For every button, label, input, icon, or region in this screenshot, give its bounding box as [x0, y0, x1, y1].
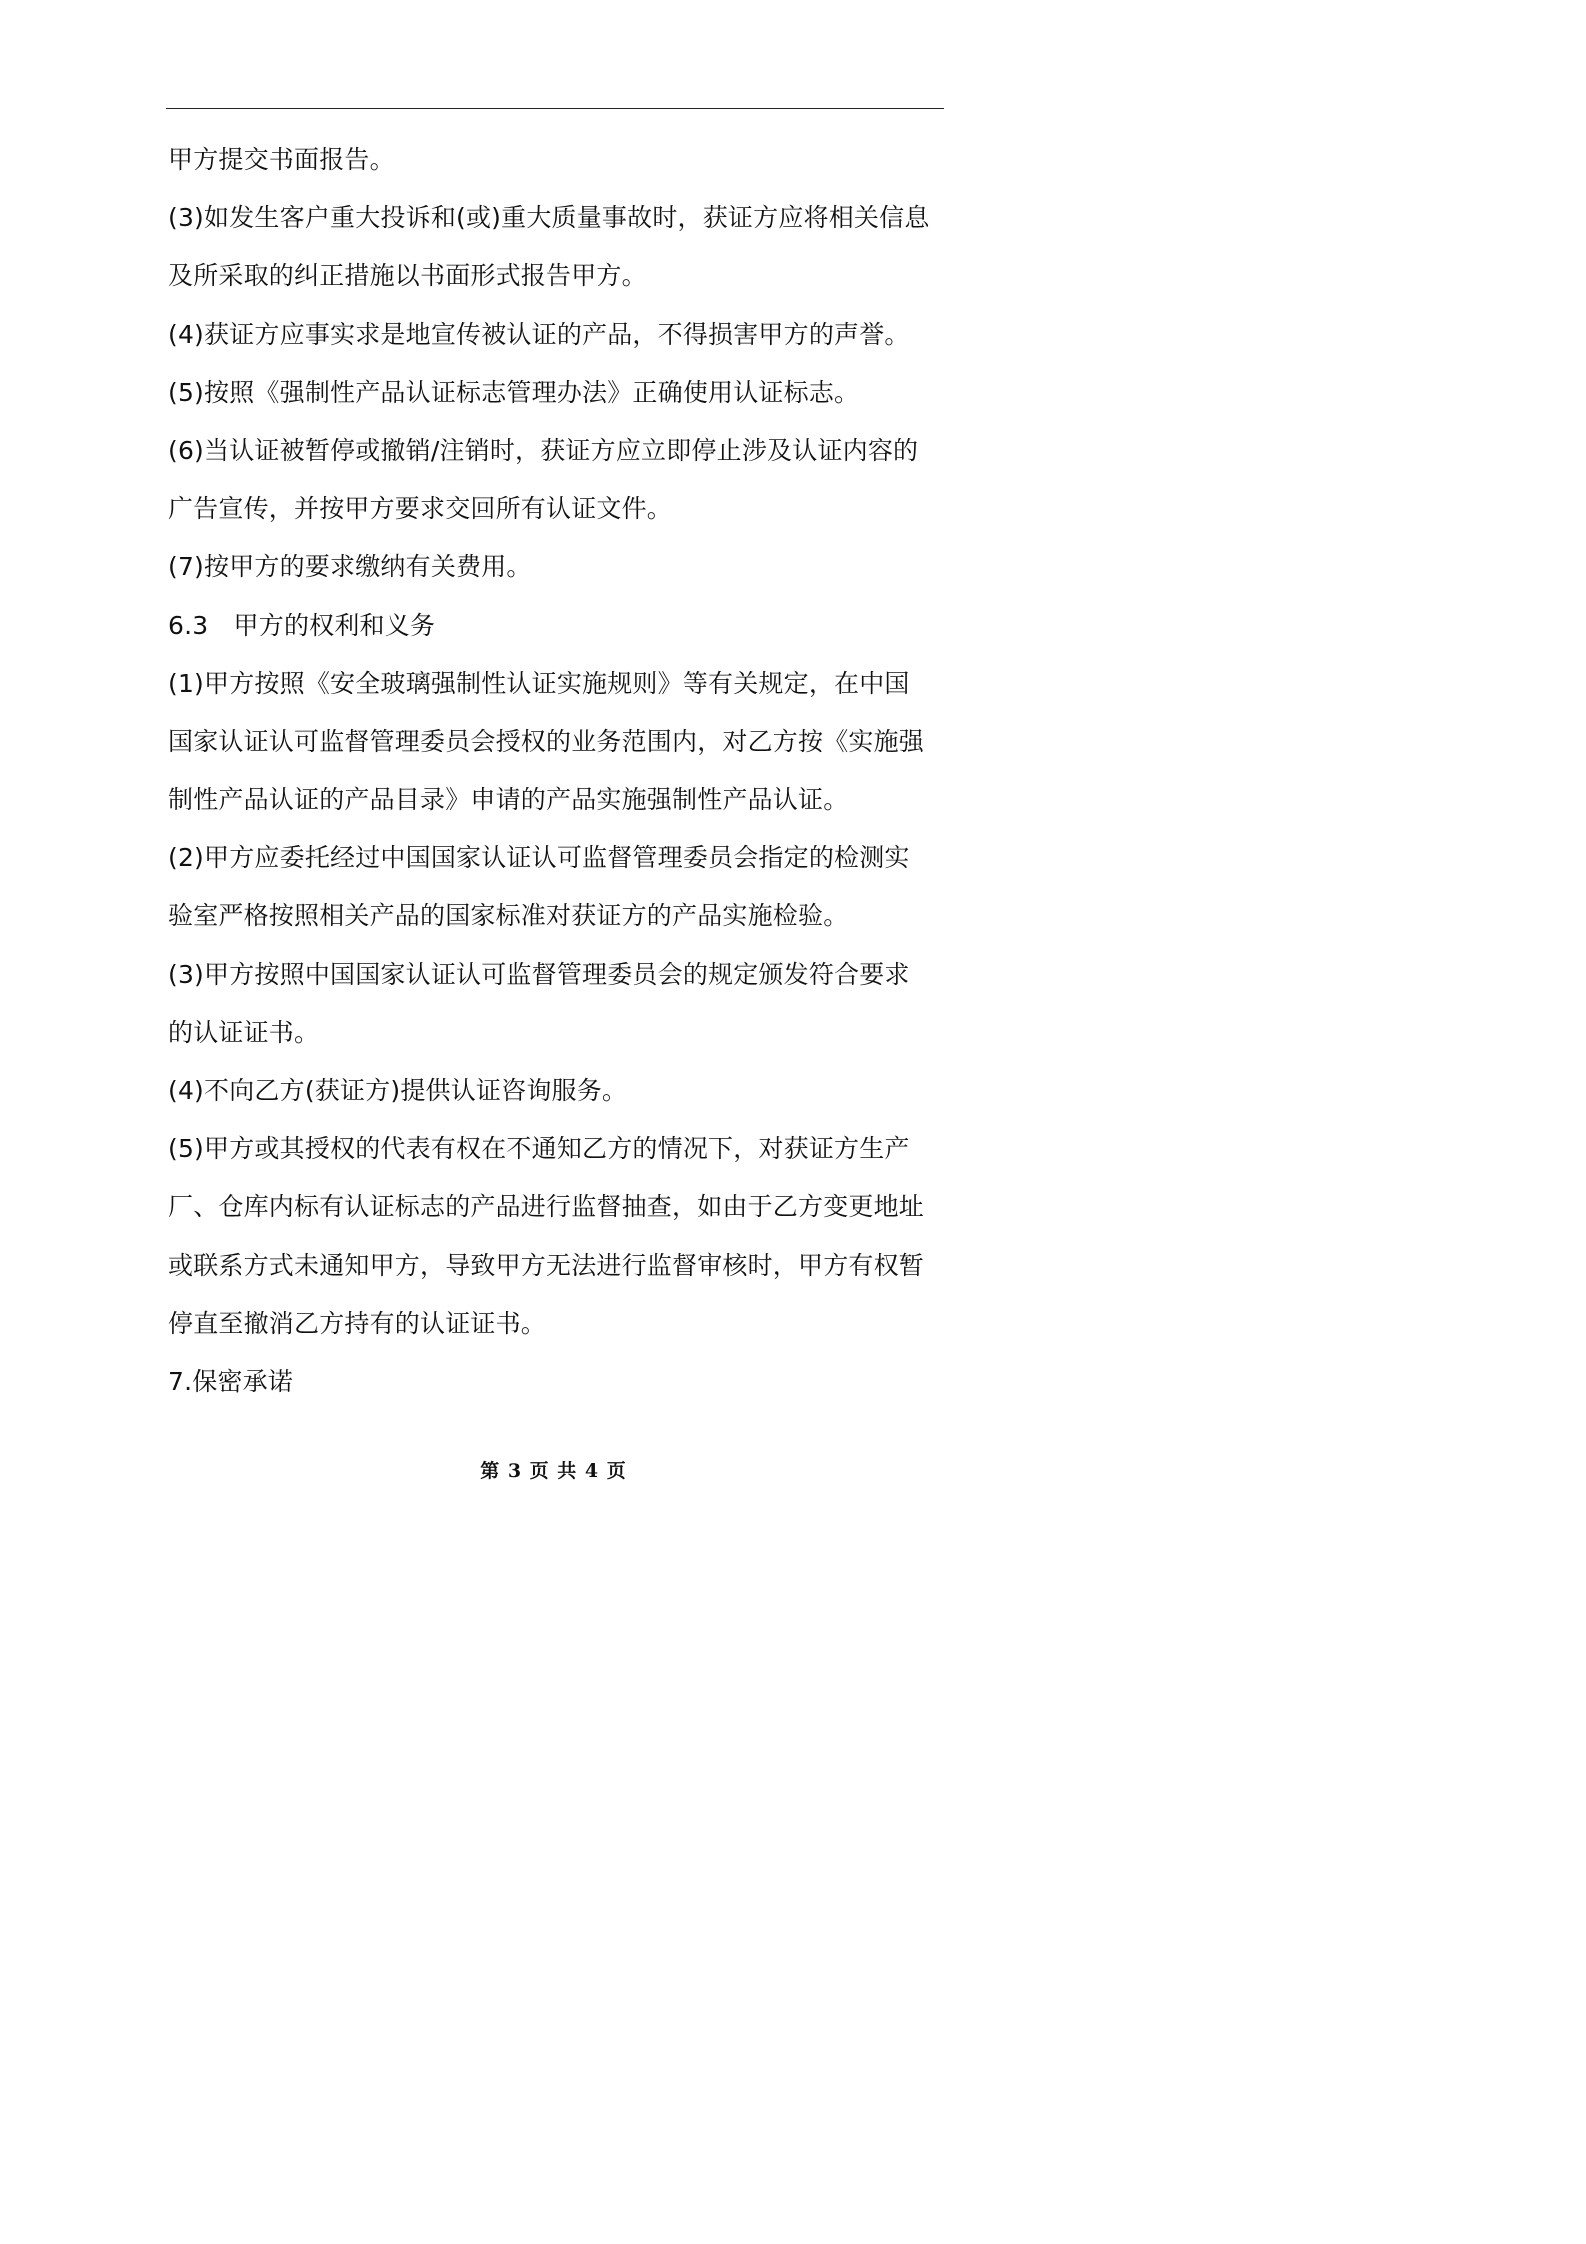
header-divider: [166, 108, 944, 109]
text-line: 厂、仓库内标有认证标志的产品进行监督抽查，如由于乙方变更地址: [168, 1192, 925, 1222]
section-heading: 6.3 甲方的权利和义务: [168, 610, 436, 640]
text-line: 验室严格按照相关产品的国家标准对获证方的产品实施检验。: [168, 901, 849, 931]
text-line: (3)甲方按照中国国家认证认可监督管理委员会的规定颁发符合要求: [168, 959, 910, 989]
text-line: (5)按照《强制性产品认证标志管理办法》正确使用认证标志。: [168, 377, 860, 407]
text-line: 的认证证书。: [168, 1017, 320, 1047]
text-line: 甲方提交书面报告。: [168, 145, 395, 174]
text-line: 或联系方式未通知甲方，导致甲方无法进行监督审核时，甲方有权暂: [168, 1250, 925, 1280]
text-line: (4)不向乙方(获证方)提供认证咨询服务。: [168, 1076, 628, 1105]
text-line: (5)甲方或其授权的代表有权在不通知乙方的情况下，对获证方生产: [168, 1134, 910, 1164]
text-line: (3)如发生客户重大投诉和(或)重大质量事故时，获证方应将相关信息: [168, 203, 930, 233]
text-line: (6)当认证被暂停或撤销/注销时，获证方应立即停止涉及认证内容的: [168, 435, 919, 465]
text-line: 停直至撤消乙方持有的认证证书。: [168, 1308, 547, 1338]
text-line: 广告宣传，并按甲方要求交回所有认证文件。: [168, 494, 673, 524]
text-line: (1)甲方按照《安全玻璃强制性认证实施规则》等有关规定，在中国: [168, 668, 910, 698]
page-number: 第 3 页 共 4 页: [480, 1460, 627, 1482]
section-heading: 7.保密承诺: [168, 1366, 294, 1396]
text-line: (4)获证方应事实求是地宣传被认证的产品，不得损害甲方的声誉。: [168, 319, 910, 349]
text-line: 及所采取的纠正措施以书面形式报告甲方。: [168, 261, 647, 291]
text-line: 国家认证认可监督管理委员会授权的业务范围内，对乙方按《实施强: [168, 726, 925, 756]
text-line: (2)甲方应委托经过中国国家认证认可监督管理委员会指定的检测实: [168, 843, 910, 873]
text-line: 制性产品认证的产品目录》申请的产品实施强制性产品认证。: [168, 785, 849, 815]
text-line: (7)按甲方的要求缴纳有关费用。: [168, 552, 532, 582]
document-body: [168, 131, 948, 1411]
